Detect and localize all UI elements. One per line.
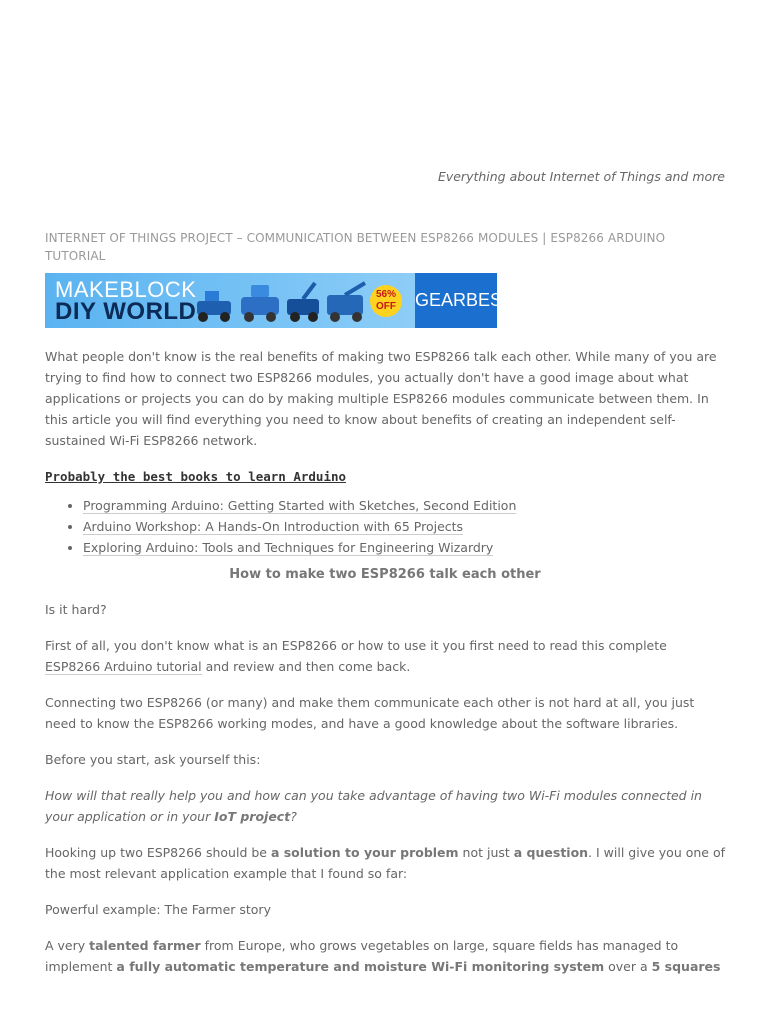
article-body bbox=[45, 346, 725, 992]
bold-run: a fully automatic temperature and moisture Wi-Fi monitoring system bbox=[116, 959, 605, 974]
paragraph-example: Powerful example: The Farmer story bbox=[45, 902, 271, 917]
section-heading: How to make two ESP8266 talk each other bbox=[229, 567, 541, 582]
text-run: and review and then come back. bbox=[201, 659, 411, 674]
book-link-3[interactable]: Exploring Arduino: Tools and Techniques for Engineering Wizardry bbox=[83, 540, 494, 555]
paragraph-first bbox=[45, 635, 725, 677]
text-run: from Europe, who grows vegetables on large, square fields has managed to implement bbox=[45, 938, 679, 974]
books-heading-link[interactable]: Probably the best books to learn Arduino bbox=[45, 469, 347, 484]
paragraph-connecting: Connecting two ESP8266 (or many) and make them communicate each other is not hard at all, you just need to know the ESP8266 working modes, and have a good knowledge about the software libraries. bbox=[45, 695, 695, 731]
gearbest-logo: GEARBEST bbox=[415, 273, 497, 328]
bold-run: a solution to your problem bbox=[270, 845, 459, 860]
robot-kits-image bbox=[195, 279, 375, 323]
paragraph-hard: Is it hard? bbox=[45, 602, 107, 617]
book-link-2[interactable]: Arduino Workshop: A Hands-On Introduction with 65 Projects bbox=[83, 519, 464, 534]
discount-pct: 56% bbox=[375, 289, 396, 300]
text-run: Hooking up two ESP8266 should be bbox=[45, 845, 271, 860]
iot-project-link[interactable]: IoT project bbox=[214, 809, 291, 824]
text-run: A very bbox=[45, 938, 90, 953]
banner-line2: DIY WORLD bbox=[55, 298, 197, 325]
site-tagline: Everything about Internet of Things and more bbox=[437, 169, 725, 184]
post-title[interactable]: INTERNET OF THINGS PROJECT – COMMUNICATION BETWEEN ESP8266 MODULES | ESP8266 ARDUINO TUTORIAL bbox=[45, 231, 666, 263]
list-item bbox=[83, 516, 725, 537]
paragraph-farmer bbox=[45, 935, 725, 977]
book-link-1[interactable]: Programming Arduino: Getting Started with Sketches, Second Edition bbox=[83, 498, 517, 513]
text-run: . I will give you one of the most relevant application example that I found so far: bbox=[45, 845, 725, 881]
bold-run: a question bbox=[513, 845, 589, 860]
list-item bbox=[83, 537, 725, 558]
paragraph-before: Before you start, ask yourself this: bbox=[45, 752, 261, 767]
bold-run: talented farmer bbox=[89, 938, 201, 953]
bold-run: 5 squares bbox=[651, 959, 721, 974]
banner-line1: MAKEBLOCK bbox=[55, 277, 197, 302]
discount-word: OFF bbox=[376, 301, 396, 312]
paragraph-hook bbox=[45, 842, 725, 884]
text-run: How will that really help you and how can you take advantage of having two Wi-Fi modules connected in your application or in your bbox=[45, 788, 702, 824]
text-run: First of all, you don't know what is an ESP8266 or how to use it you first need to read this complete bbox=[45, 638, 667, 653]
esp8266-tutorial-link[interactable]: ESP8266 Arduino tutorial bbox=[45, 659, 202, 674]
text-run: ? bbox=[290, 809, 297, 824]
intro-paragraph: What people don't know is the real benefits of making two ESP8266 talk each other. While many of you are trying to find how to connect two ESP8266 modules, you actually don't have a good image about what applications or projects you can do by making multiple ESP8266 modules communicate between them. In this article you will find everything you need to know about benefits of creating an independent self-sustained Wi-Fi ESP8266 network. bbox=[45, 349, 717, 448]
text-run: not just bbox=[458, 845, 514, 860]
discount-badge bbox=[370, 285, 402, 317]
text-run: over a bbox=[604, 959, 652, 974]
paragraph-question bbox=[45, 785, 725, 827]
books-list bbox=[45, 495, 725, 558]
gearbest-ad-banner[interactable] bbox=[45, 273, 514, 328]
list-item bbox=[83, 495, 725, 516]
banner-makeblock-logo bbox=[55, 279, 196, 323]
